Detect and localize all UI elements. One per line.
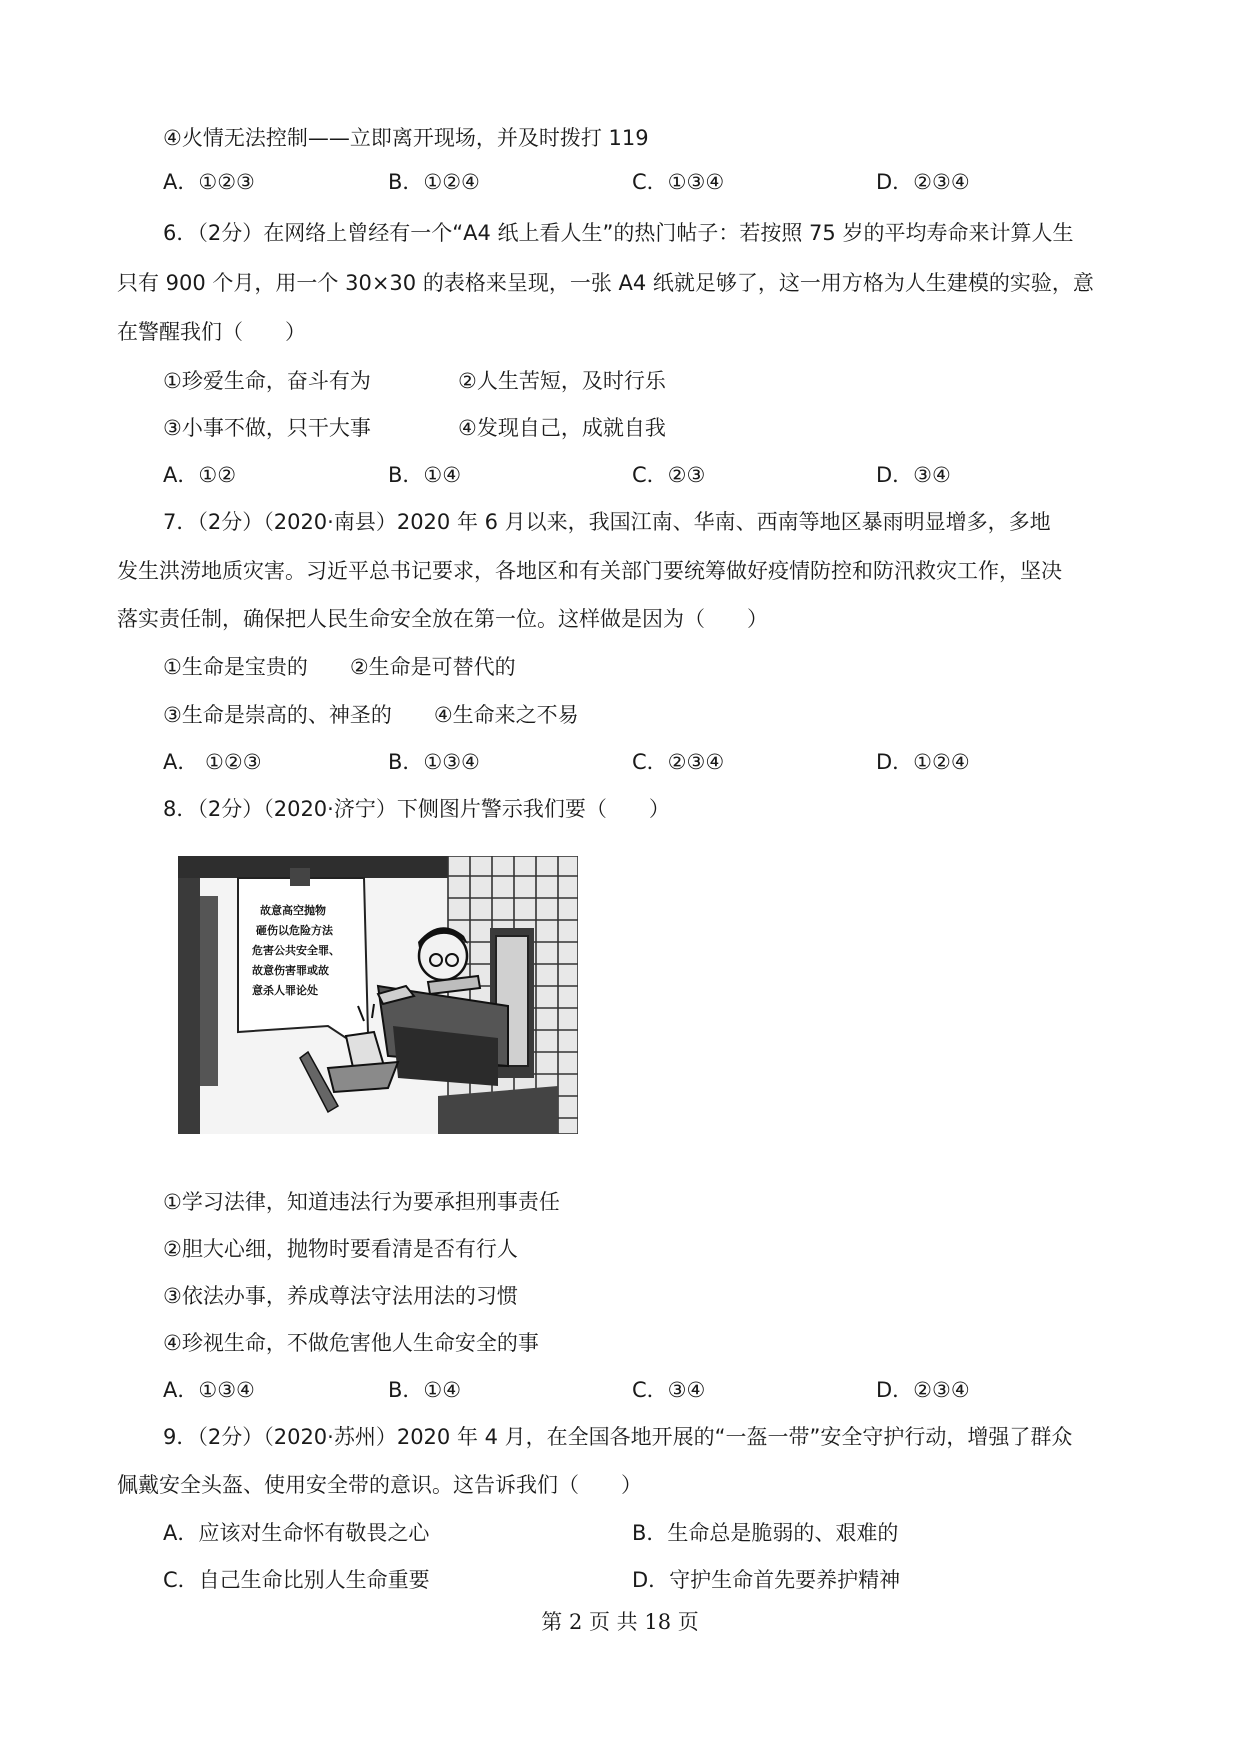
q5-option-c: C．①③④ bbox=[632, 170, 725, 194]
q5-item-4: ④火情无法控制——立即离开现场，并及时拨打 119 bbox=[163, 126, 649, 150]
q6-option-c: C．②③ bbox=[632, 463, 706, 487]
q8-option-c: C．③④ bbox=[632, 1378, 706, 1402]
poster-text-line-2: 砸伤以危险方法 bbox=[256, 924, 333, 937]
q7-stem-line-3: 落实责任制，确保把人民生命安全放在第一位。这样做是因为（ ） bbox=[117, 607, 768, 631]
q7-option-b: B．①③④ bbox=[388, 750, 480, 774]
q8-stem-line-1: 8．（2分）（2020·济宁）下侧图片警示我们要（ ） bbox=[163, 797, 670, 821]
q6-item-3: ③小事不做，只干大事 bbox=[163, 416, 371, 440]
q6-option-a: A．①② bbox=[163, 463, 237, 487]
q6-item-1: ①珍爱生命，奋斗有为 bbox=[163, 369, 371, 393]
page-number-footer: 第 2 页 共 18 页 bbox=[541, 1610, 699, 1634]
q9-option-d: D．守护生命首先要养护精神 bbox=[632, 1568, 901, 1592]
q8-option-b: B．①④ bbox=[388, 1378, 462, 1402]
q5-option-b: B．①②④ bbox=[388, 170, 480, 194]
q8-option-a: A．①③④ bbox=[163, 1378, 255, 1402]
q5-option-d: D．②③④ bbox=[876, 170, 970, 194]
q9-option-a: A．应该对生命怀有敬畏之心 bbox=[163, 1521, 430, 1545]
q7-items-row-2: ③生命是崇高的、神圣的 ④生命来之不易 bbox=[163, 703, 579, 727]
q7-items-row-1: ①生命是宝贵的 ②生命是可替代的 bbox=[163, 655, 516, 679]
q7-stem-line-2: 发生洪涝地质灾害。习近平总书记要求，各地区和有关部门要统筹做好疫情防控和防汛救灾工作，坚决 bbox=[117, 559, 1062, 583]
poster-text-line-5: 意杀人罪论处 bbox=[252, 984, 318, 997]
q8-item-3: ③依法办事，养成尊法守法用法的习惯 bbox=[163, 1284, 518, 1308]
q8-item-2: ②胆大心细，抛物时要看清是否有行人 bbox=[163, 1237, 518, 1261]
q9-stem-line-1: 9．（2分）（2020·苏州）2020 年 4 月，在全国各地开展的“一盔一带”安全守护行动，增强了群众 bbox=[163, 1425, 1073, 1449]
poster-text-line-4: 故意伤害罪或故 bbox=[252, 964, 329, 977]
poster-text-line-1: 故意高空抛物 bbox=[260, 904, 326, 917]
q7-option-d: D．①②④ bbox=[876, 750, 970, 774]
q6-stem-line-1: 6．（2分）在网络上曾经有一个“A4 纸上看人生”的热门帖子：若按照 75 岁的平均寿命来计算人生 bbox=[163, 221, 1074, 245]
q6-stem-line-2: 只有 900 个月，用一个 30×30 的表格来呈现，一张 A4 纸就足够了，这一用方格为人生建模的实验，意 bbox=[117, 271, 1094, 295]
q6-option-b: B．①④ bbox=[388, 463, 462, 487]
q8-item-4: ④珍视生命，不做危害他人生命安全的事 bbox=[163, 1331, 539, 1355]
q6-item-2: ②人生苦短，及时行乐 bbox=[458, 369, 666, 393]
q9-option-c: C．自己生命比别人生命重要 bbox=[163, 1568, 430, 1592]
q6-item-4: ④发现自己，成就自我 bbox=[458, 416, 666, 440]
q8-option-d: D．②③④ bbox=[876, 1378, 970, 1402]
q7-stem-line-1: 7．（2分）（2020·南县）2020 年 6 月以来，我国江南、华南、西南等地区暴雨明显增多，多地 bbox=[163, 510, 1051, 534]
poster-text-line-3: 危害公共安全罪、 bbox=[252, 944, 340, 957]
q6-stem-line-3: 在警醒我们（ ） bbox=[117, 320, 306, 344]
q7-option-c: C．②③④ bbox=[632, 750, 725, 774]
q8-item-1: ①学习法律，知道违法行为要承担刑事责任 bbox=[163, 1190, 560, 1214]
q6-option-d: D．③④ bbox=[876, 463, 951, 487]
q5-option-a: A．①②③ bbox=[163, 170, 255, 194]
q9-option-b: B．生命总是脆弱的、艰难的 bbox=[632, 1521, 899, 1545]
q9-stem-line-2: 佩戴安全头盔、使用安全带的意识。这告诉我们（ ） bbox=[117, 1473, 642, 1497]
high-altitude-throwing-cartoon bbox=[178, 856, 578, 1134]
q7-option-a: A． ①②③ bbox=[163, 750, 262, 774]
